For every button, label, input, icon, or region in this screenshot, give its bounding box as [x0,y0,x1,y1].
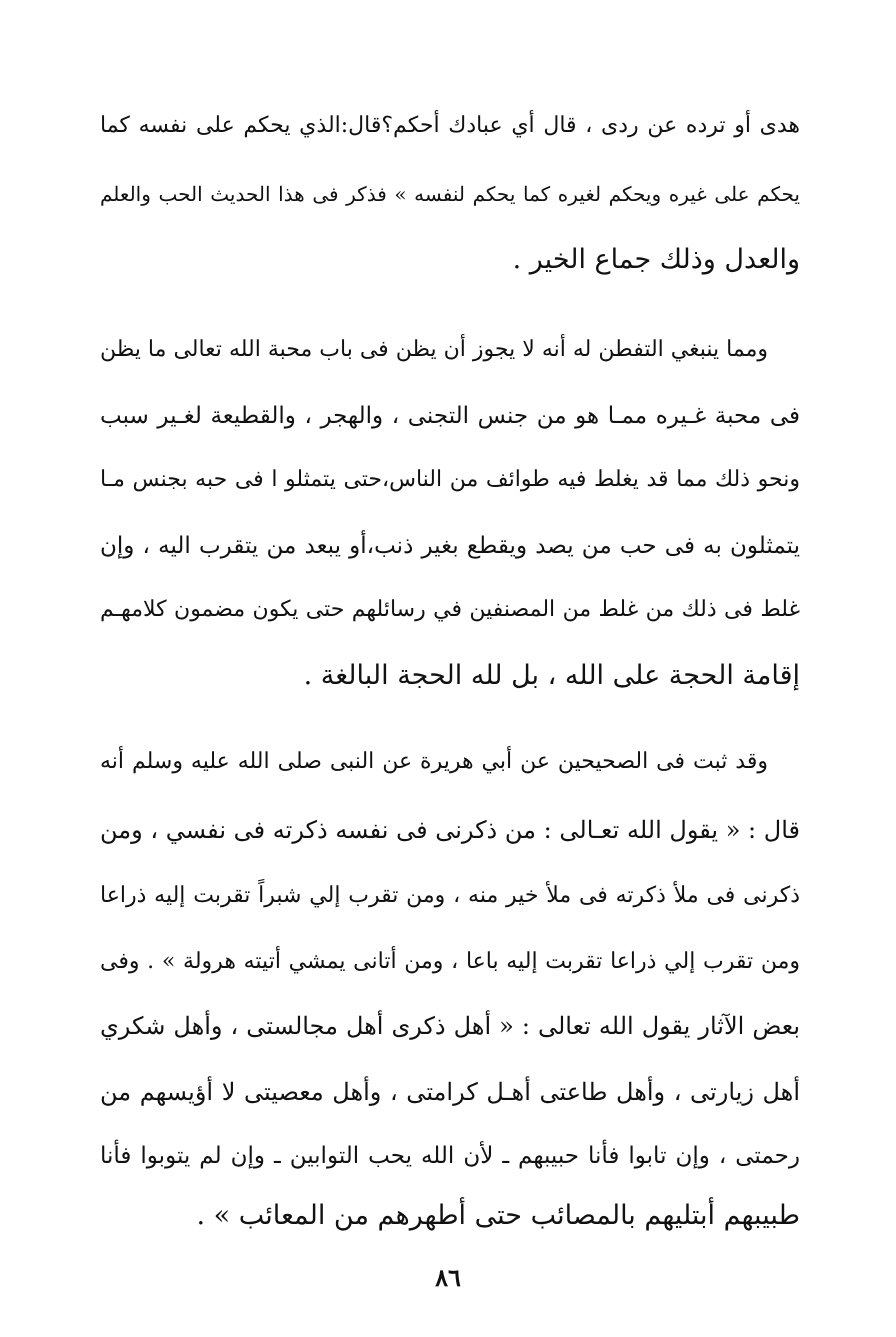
paragraph-2-line-3: ونحو ذلك مما قد يغلط فيه طوائف من الناس،حتى يتمثلو ا فى حبه بجنس مـا [100,467,800,492]
paragraph-3-line-1: وقد ثبت فى الصحيحين عن أبي هريرة عن النبى صلى الله عليه وسلم أنه [100,749,768,774]
paragraph-3-line-6: أهل زيارتى ، وأهل طاعتى أهـل كرامتى ، وأهل معصيتى لا أؤيسهم من [100,1078,800,1106]
paragraph-3-line-5: بعض الآثار يقول الله تعالى : « أهل ذكرى أهل مجالستى ، وأهل شكري [100,1012,800,1040]
paragraph-1-line-1: هدى أو ترده عن ردى ، قال أي عبادك أحكم؟قال:الذي يحكم على نفسه كما [100,113,800,138]
paragraph-3-line-4: ومن تقرب إلي ذراعا تقربت إليه باعا ، ومن أتانى يمشي أتيته هرولة » . وفى [100,949,800,974]
paragraph-1-line-3: والعدل وذلك جماع الخير . [512,244,800,275]
paragraph-3-line-8: طبيبهم أبتليهم بالمصائب حتى أطهرهم من المعائب » . [196,1200,800,1231]
paragraph-3-line-3: ذكرنى فى ملأ ذكرته فى ملأ خير منه ، ومن تقرب إلي شبراً تقربت إليه ذراعا [100,883,800,908]
paragraph-2-line-6: إقامة الحجة على الله ، بل لله الحجة البالغة . [303,660,800,691]
paragraph-2-line-4: يتمثلون به فى حب من يصد ويقطع بغير ذنب،أو يبعد من يتقرب اليه ، وإن [100,533,800,559]
paragraph-2-line-5: غلط فى ذلك من غلط من المصنفين في رسائلهم حتى يكون مضمون كلامهـم [100,597,800,622]
paragraph-3-line-7: رحمتى ، وإن تابوا فأنا حبيبهم ـ لأن الله يحب التوابين ـ وإن لم يتوبوا فأنا [100,1143,800,1169]
paragraph-2-line-1: ومما ينبغي التفطن له أنه لا يجوز أن يظن فى باب محبة الله تعالى ما يظن [100,337,768,362]
paragraph-3-line-2: قال : « يقول الله تعـالى : من ذكرنى فى نفسه ذكرته فى نفسي ، ومن [100,816,800,844]
page-number: ٨٦ [435,1263,461,1292]
paragraph-1-line-2: يحكم على غيره ويحكم لغيره كما يحكم لنفسه » فذكر فى هذا الحديث الحب والعلم [100,182,800,206]
paragraph-2-line-2: فى محبة غـيره ممـا هو من جنس التجنى ، والهجر ، والقطيعة لغـير سبب [100,403,800,429]
